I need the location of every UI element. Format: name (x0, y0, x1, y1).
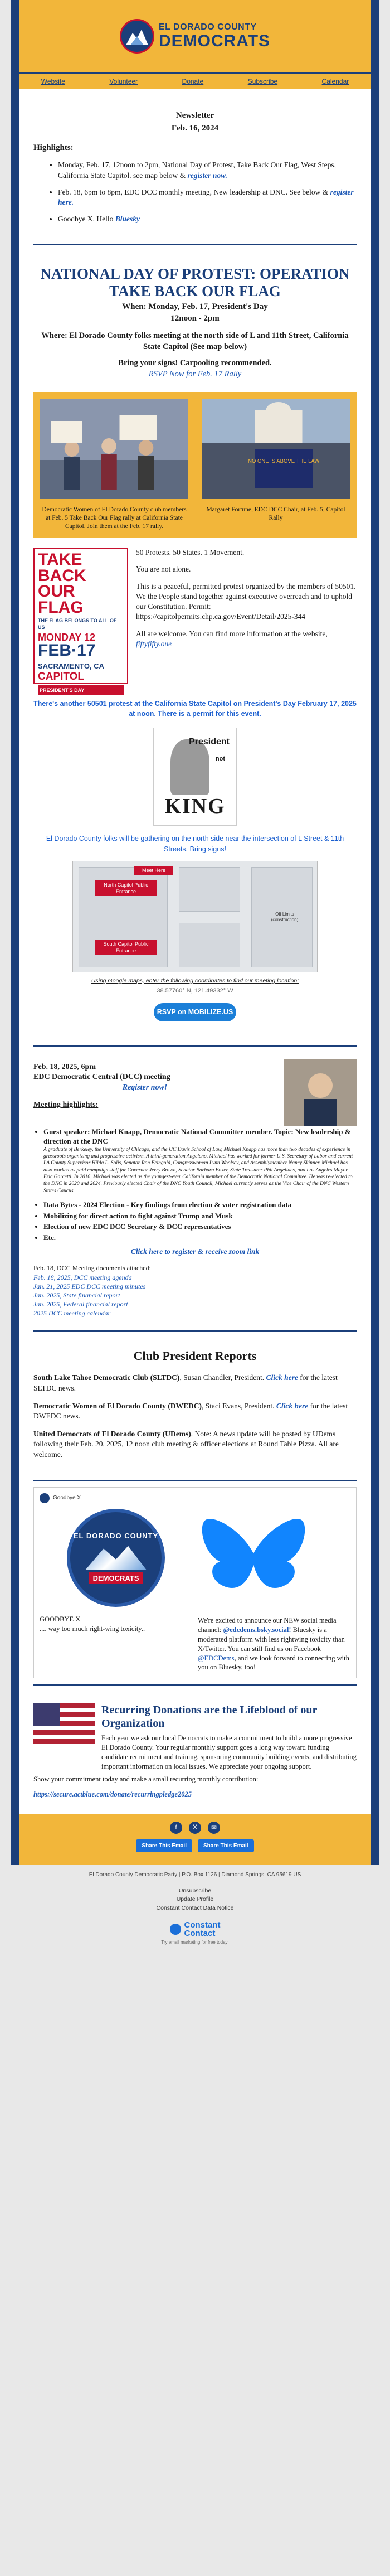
divider (33, 1045, 357, 1047)
speaker-photo (284, 1059, 357, 1126)
goodbye-left (40, 1509, 192, 1673)
mountain-icon (85, 1543, 147, 1570)
footer-address: El Dorado County Democratic Party | P.O. Box 1126 | Diamond Springs, CA 95619 US (89, 1872, 301, 1878)
register-now-link[interactable]: register now. (187, 171, 227, 180)
photo1-caption: Democratic Women of El Dorado County club members at Feb. 5 Take Back Our Flag rally at California State Capitol. Join them at the Feb. 17 rally. (42, 506, 187, 530)
logo-emblem-icon (120, 19, 154, 54)
logo[interactable] (120, 19, 270, 54)
dcc-documents (33, 1263, 357, 1318)
protest-when (33, 301, 357, 326)
dcc-header (33, 1059, 357, 1126)
recurring-title: Recurring Donations are the Lifeblood of our Organization (101, 1704, 318, 1730)
cc-name-line2: Contact (184, 1928, 216, 1938)
agenda-item: • Mobilizing for direct action to fight against Trump and Musk (43, 1211, 357, 1221)
facebook-icon[interactable]: f (170, 1822, 182, 1834)
logo-line1: EL DORADO COUNTY (158, 22, 257, 32)
divider (33, 1684, 357, 1686)
club-report (33, 1401, 357, 1421)
meeting-map[interactable] (72, 861, 318, 972)
poster-line1: TAKE BACK (38, 550, 86, 585)
goodbye-right (198, 1509, 350, 1673)
bluesky-announce: We're excited to announce our NEW social media channel: (198, 1616, 337, 1634)
coords: 38.57760° N, 121.49332° W (157, 987, 233, 994)
recurring-body: Each year we ask our local Democrats to make a commitment to build a more progressive El Dorado County. Your regular monthly support goes a long way toward funding candidate recruitment and training, sponsoring community building events, and distributing important information on local issues. We appreciate your ongoing support. (101, 1734, 357, 1770)
facebook-handle-link[interactable]: @EDCDems (198, 1654, 235, 1662)
dcc-section (19, 1052, 371, 1325)
club-name: South Lake Tahoe Democratic Club (SLTDC) (33, 1373, 180, 1382)
protest-section (19, 251, 371, 387)
header-band (19, 0, 371, 72)
gathering-text: El Dorado County folks will be gathering on the north side near the intersection of L Street & 11th Streets. Bring signs! (46, 835, 344, 853)
dcc-header-text (33, 1059, 279, 1126)
newsletter-date: Feb. 16, 2024 (171, 123, 219, 133)
agenda-item: • Data Bytes - 2024 Election - Key findings from election & voter registration data (43, 1200, 357, 1210)
photo-card (195, 392, 357, 538)
bluesky-handle-link[interactable]: @edcdems.bsky.social! (223, 1625, 291, 1634)
poster-day: MONDAY 12 (38, 632, 96, 643)
poster-place: CAPITOL (38, 671, 85, 683)
highlight-text: Feb. 18, 6pm to 8pm, EDC DCC monthly meeting, New leadership at DNC. See below & (58, 187, 329, 196)
top-nav (19, 72, 371, 89)
bluesky-desc: Bluesky is a moderated platform with less rightwing toxicity than X/Twitter. You can still find us on Facebook (198, 1625, 345, 1653)
club-name: United Democrats of El Dorado County (UDems) (33, 1430, 191, 1439)
king-president: President (189, 737, 230, 747)
protest-info (136, 548, 357, 684)
constant-contact-name (184, 1921, 221, 1938)
club-name: Democratic Women of El Dorado County (DWEDC) (33, 1401, 202, 1410)
share-linkedin-button[interactable]: Share This Email (198, 1839, 254, 1853)
club-text: , Susan Chandler, President. (179, 1373, 265, 1382)
footer-band (19, 1814, 371, 1865)
rally-photo-1 (40, 399, 188, 499)
zoom-register-link[interactable]: Click here to register & receive zoom link (130, 1247, 260, 1256)
nav-subscribe[interactable]: Subscribe (247, 78, 278, 85)
club-text-rest: for the latest DWEDC news. (33, 1401, 348, 1420)
constant-contact-icon (170, 1924, 181, 1935)
photo2-caption: Margaret Fortune, EDC DCC Chair, at Feb. 5, Capitol Rally (206, 506, 345, 522)
doc-link[interactable]: Jan. 21, 2025 EDC DCC meeting minutes (33, 1282, 146, 1290)
fifty-section (19, 684, 371, 1039)
protest-bring: Bring your signs! Carpooling recommended. (118, 359, 272, 368)
club-link[interactable]: Click here (266, 1373, 298, 1382)
cc-name-line1: Constant (184, 1920, 221, 1930)
president-not-king-image (153, 728, 237, 826)
highlight-item (58, 187, 357, 207)
highlight-item (58, 214, 357, 224)
highlight-item (58, 160, 357, 180)
club-text: , Staci Evans, President. (201, 1401, 275, 1410)
mobilize-rsvp-button[interactable]: RSVP on MOBILIZE.US (154, 1003, 236, 1021)
edc-dems-badge-icon (67, 1509, 165, 1607)
club-text: . Note: A news update will be posted by UDems following their Feb. 20, 2025, 12 noon club meeting & officer elections at Round Table Pizza. All are welcome. (33, 1430, 339, 1459)
dcc-date: Feb. 18, 2025, 6pm (33, 1062, 96, 1071)
king-not: not (215, 756, 225, 763)
poster-city: SACRAMENTO, CA (38, 662, 104, 671)
king-word: KING (164, 795, 226, 819)
dcc-highlights-label: Meeting highlights: (33, 1101, 99, 1110)
info-line: This is a peaceful, permitted protest organized by the members of 50501. We the People stand together against executive overreach and to uphold our Constitution. Permit: https://capitolpermits.chp.ca.gov/Event/Detail/2025-344 (136, 582, 356, 621)
flag-canton (33, 1703, 60, 1726)
bluesky-text (198, 1616, 350, 1672)
share-facebook-button[interactable]: Share This Email (136, 1839, 192, 1853)
avatar (40, 1493, 50, 1503)
dcc-agenda (43, 1200, 357, 1242)
doc-link[interactable]: 2025 DCC meeting calendar (33, 1309, 111, 1318)
poster-line2: OUR FLAG (38, 582, 84, 617)
email-icon[interactable]: ✉ (208, 1822, 220, 1834)
divider (33, 244, 357, 245)
protest-title: NATIONAL DAY OF PROTEST: OPERATION TAKE BACK OUR FLAG (40, 265, 350, 299)
newsletter-section (19, 89, 371, 238)
club-section (19, 1338, 371, 1474)
badge-bottom: DEMOCRATS (89, 1572, 144, 1585)
newsletter-header (33, 96, 357, 134)
info-text: All are welcome. You can find more information at the website, (136, 629, 328, 638)
poster-date: FEB·17 (38, 641, 96, 660)
doc-link[interactable]: Jan. 2025, Federal financial report (33, 1300, 128, 1309)
poster-tagline: THE FLAG BELONGS TO ALL OF US (38, 618, 117, 631)
bluesky-desc2: , and we look forward to connecting with you on Bluesky, too! (198, 1654, 349, 1672)
register-here-link[interactable]: register here. (58, 187, 354, 207)
dcc-title: EDC Democratic Central (DCC) meeting (33, 1073, 170, 1082)
doc-link[interactable]: Jan. 2025, State financial report (33, 1291, 120, 1300)
goodbye-caption (40, 1615, 192, 1634)
nav-website[interactable]: Website (41, 78, 65, 85)
dcc-guest-text: Guest speaker: Michael Knapp, Democratic National Committee member. Topic: New leadership & direction at the DNC (43, 1127, 351, 1146)
rally-photo-2 (202, 399, 350, 499)
social-icons (19, 1822, 371, 1834)
goodbye-caption-l2: .... way too much right-wing toxicity.. (40, 1624, 145, 1633)
constant-contact-logo[interactable] (0, 1921, 390, 1938)
rally-photos (33, 392, 357, 538)
protest-when-text: When: Monday, Feb. 17, President's Day (122, 302, 268, 311)
cc-tagline: Try email marketing for free today! (161, 1939, 229, 1945)
rsvp-rally-link[interactable]: RSVP Now for Feb. 17 Rally (148, 369, 242, 379)
newsletter-title: Newsletter (176, 111, 214, 120)
club-link[interactable]: Click here (276, 1401, 309, 1410)
highlights-list (58, 160, 357, 224)
map-off-limits: Off Limits (construction) (271, 911, 299, 923)
doc-link[interactable]: Feb. 18, 2025, DCC meeting agenda (33, 1273, 132, 1281)
goodbye-header-text: Goodbye X (53, 1495, 81, 1502)
dcc-guest (43, 1127, 357, 1195)
fiftyfifty-link[interactable]: fiftyfifty.one (136, 639, 172, 648)
sign-text: NO ONE IS ABOVE THE LAW (248, 458, 320, 465)
map-south-label: South Capitol Public Entrance (95, 940, 157, 955)
highlight-text: Goodbye X. Hello (58, 215, 114, 224)
map-meet-here: Meet Here (134, 866, 173, 875)
goodbye-caption-l1: GOODBYE X (40, 1615, 81, 1623)
map-block (179, 923, 240, 967)
nav-volunteer[interactable]: Volunteer (109, 78, 138, 85)
club-report (33, 1373, 357, 1393)
goodbye-row (40, 1509, 350, 1673)
nav-donate[interactable]: Donate (182, 78, 204, 85)
coords-note (33, 977, 357, 985)
bluesky-butterfly-icon (198, 1509, 309, 1607)
recurring-header (33, 1703, 357, 1771)
dcc-register-link[interactable]: Register now! (122, 1083, 168, 1092)
x-icon[interactable]: X (189, 1822, 201, 1834)
club-report (33, 1429, 357, 1460)
agenda-item: • Election of new EDC DCC Secretary & DCC representatives (43, 1222, 357, 1232)
docs-label: Feb. 18, DCC Meeting documents attached: (33, 1264, 151, 1272)
american-flag-icon (33, 1703, 95, 1748)
share-buttons (19, 1839, 371, 1853)
unsubscribe-link[interactable]: Unsubscribe (178, 1887, 212, 1894)
map-north-label: North Capitol Public Entrance (95, 880, 157, 896)
recurring-body2: Show your commitment today and make a small recurring monthly contribution: (33, 1775, 259, 1783)
highlights-label: Highlights: (33, 143, 74, 153)
recurring-text (101, 1703, 357, 1771)
highlight-text: Monday, Feb. 17, 12noon to 2pm, National Day of Protest, Take Back Our Flag, West Steps, California State Capitol. see map below & (58, 161, 337, 180)
map-block (179, 867, 240, 912)
divider (33, 1480, 357, 1481)
take-back-flag-poster (33, 548, 128, 694)
poster-holiday: PRESIDENT'S DAY (38, 685, 124, 695)
info-line (136, 629, 357, 649)
footer-links (0, 1887, 390, 1913)
info-line: 50 Protests. 50 States. 1 Movement. (136, 548, 245, 557)
recurring-section (19, 1691, 371, 1805)
fifty-blue-text: There's another 50501 protest at the California State Capitol on President's Day February 17, 2025 at noon. There is a permit for this event. (33, 700, 357, 718)
speaker-bio: A graduate of Berkeley, the University of Chicago, and the UC Davis School of Law, Michael Knapp has more than two decades of experience in grassroots organizing and progressive activism. A third-generation Angeleno, Michael has worked for former U.S. Secretary of Labor and current LA County Supervisor Hilda L. Solis, Senator Ron Feingold, Congresswoman Lynn Woolsey, and Assemblymember Nancy Skinner. Michael has also worked as paid campaign staff for Governor Jerry Brown, Senator Barbara Boxer, State Treasurer Phil Angelides, and Los Angeles Mayor Eric Garcetti. In 2016, Michael was elected as the youngest-ever California member of the Democratic National Committee. He was re-elected to the DNC in 2020 and 2024. Previously elected Chair of the DNC Youth Council, Michael currently serves as the Vice Chair of the DNC Western States Caucus. (43, 1146, 353, 1194)
goodbye-header (40, 1493, 350, 1503)
goodbye-x-box (33, 1487, 357, 1679)
nav-calendar[interactable]: Calendar (321, 78, 349, 85)
divider (33, 1330, 357, 1332)
club-text-rest: for the latest SLTDC news. (33, 1373, 338, 1392)
photo-card (33, 392, 195, 538)
info-line: You are not alone. (136, 565, 191, 574)
take-back-flag-block (33, 548, 357, 694)
logo-line2: DEMOCRATS (158, 31, 271, 50)
data-notice-link[interactable]: Constant Contact Data Notice (156, 1905, 234, 1912)
actblue-link[interactable]: https://secure.actblue.com/donate/recurringpledge2025 (33, 1790, 192, 1798)
update-profile-link[interactable]: Update Profile (176, 1896, 214, 1903)
logo-text (159, 23, 270, 50)
club-title: Club President Reports (133, 1348, 257, 1363)
coords-note-text: Using Google maps, enter the following coordinates to find our meeting location: (91, 977, 299, 984)
protest-time: 12noon - 2pm (170, 314, 220, 323)
protest-where: Where: El Dorado County folks meeting at the north side of L and 11th Street, California State Capitol (See map below) (41, 331, 349, 351)
bluesky-link[interactable]: Bluesky (115, 215, 140, 224)
email-frame (11, 0, 379, 1865)
badge-top: EL DORADO COUNTY (73, 1532, 159, 1541)
agenda-item: • Etc. (43, 1233, 357, 1243)
dcc-highlights (43, 1127, 357, 1195)
